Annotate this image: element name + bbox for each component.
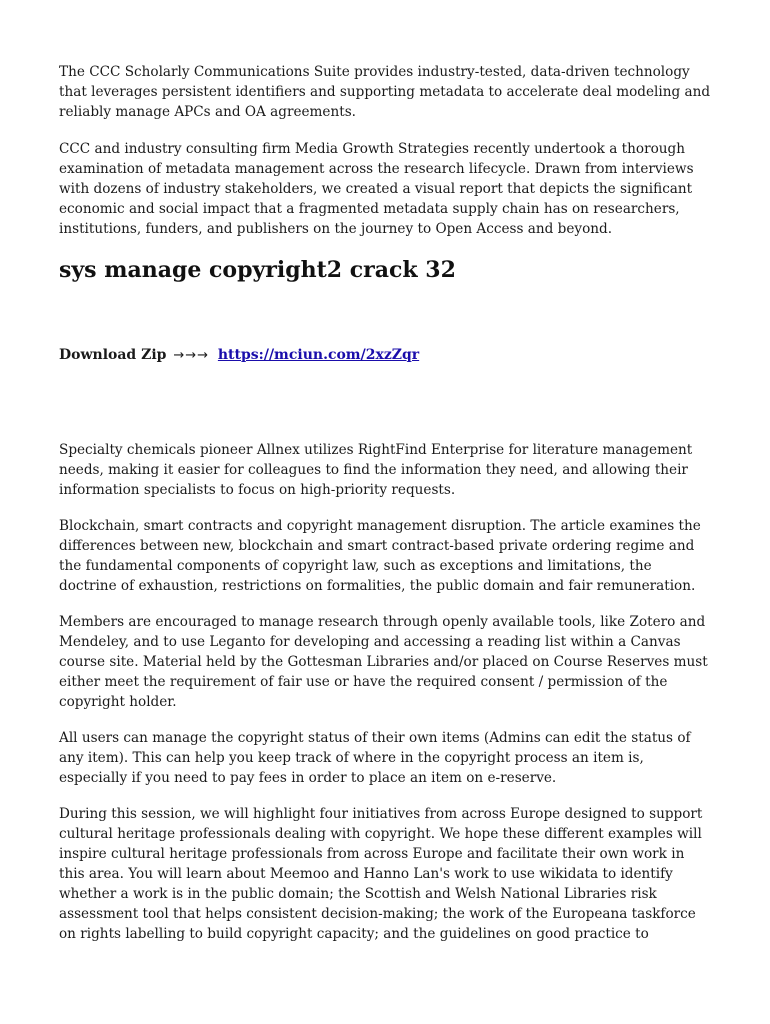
body-paragraph-users: All users can manage the copyright status of their own items (Admins can edit the status of any item). This can help you keep track of where in the copyright process an item is, especially if you need to pay fees in order to place an item on e-reserve. [59,730,691,786]
body-paragraph-session: During this session, we will highlight four initiatives from across Europe designed to support cultural heritage professionals dealing with copyright. We hope these different examples will inspire cultural heritage professionals from across Europe and facilitate their own work in this area. You will learn about Meemoo and Hanno Lan's work to use wikidata to identify whether a work is in the public domain; the Scottish and Welsh National Libraries risk assessment tool that helps consistent decision-making; the work of the Europeana taskforce on rights labelling to build copyright capacity; and the guidelines on good practice to [59,806,703,942]
page-title: sys manage copyright2 crack 32 [59,257,456,283]
intro-paragraph-2: CCC and industry consulting firm Media Growth Strategies recently undertook a thorough examination of metadata management across the research lifecycle. Drawn from interviews with dozens of industry stakeholders, we created a visual report that depicts the significant economic and social impact that a fragmented metadata supply chain has on researchers, institutions, funders, and publishers on the journey to Open Access and beyond. [59,141,694,237]
download-link[interactable]: https://mciun.com/2xzZqr [217,347,420,363]
arrow-icon: →→→ [173,348,209,363]
download-label: Download Zip [59,347,167,363]
download-line [59,345,711,366]
body-paragraph-members: Members are encouraged to manage research through openly available tools, like Zotero and Mendeley, and to use Leganto for developing and accessing a reading list within a Canvas course site. Material held by the Gottesman Libraries and/or placed on Course Reserves must either meet the requirement of fair use or have the required consent / permission of the copyright holder. [59,614,708,710]
body-paragraph-blockchain: Blockchain, smart contracts and copyright management disruption. The article examines the differences between new, blockchain and smart contract-based private ordering regime and the fundamental components of copyright law, such as exceptions and limitations, the doctrine of exhaustion, restrictions on formalities, the public domain and fair remuneration. [59,518,701,594]
intro-paragraph-1: The CCC Scholarly Communications Suite provides industry-tested, data-driven technology that leverages persistent identifiers and supporting metadata to accelerate deal modeling and reliably manage APCs and OA agreements. [59,64,711,120]
body-paragraph-allnex: Specialty chemicals pioneer Allnex utilizes RightFind Enterprise for literature management needs, making it easier for colleagues to find the information they need, and allowing their information specialists to focus on high-priority requests. [59,442,693,498]
article-body [59,440,711,944]
